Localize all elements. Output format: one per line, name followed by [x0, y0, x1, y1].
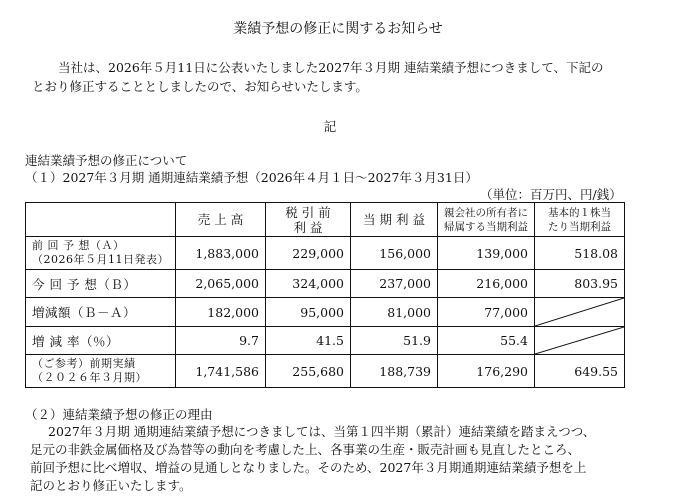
reason-line-1: 2027年３月期 通期連結業績予想につきましては、当第１四半期（累計）連結業績を踏まえつつ、: [48, 424, 596, 439]
header-eps-line2: たり当期利益: [548, 220, 611, 233]
row-label-previous-sub: （2026年５月11日発表）: [32, 253, 169, 266]
cell-rate-net: 51.9: [351, 327, 438, 355]
cell-curr-sales: 2,065,000: [176, 270, 266, 298]
cell-prev-net: 156,000: [351, 237, 438, 270]
cell-prev-pretax: 229,000: [266, 237, 351, 270]
header-sales: 売 上 高: [176, 203, 266, 237]
reason-line-3: 前回予想に比べ増収、増益の見通しとなりました。そのため、2027年３月期通期連結業績予想を上: [30, 460, 587, 475]
header-pretax-line2: 利 益: [293, 219, 323, 235]
row-label-difference: 増減額（Ｂ－Ａ）: [26, 298, 176, 327]
intro-line-1: 当社は、2026年５月11日に公表いたしました2027年３月期 連結業績予想につきまして、下記の: [58, 60, 604, 75]
header-eps-line1: 基本的１株当: [548, 206, 611, 219]
cell-ref-net: 188,739: [351, 355, 438, 388]
header-owners-line1: 親会社の所有者に: [444, 206, 528, 219]
forecast-table: [25, 202, 625, 388]
row-label-previous-main: 前 回 予 想（Ａ）: [32, 239, 125, 252]
table-row-reference: [26, 355, 625, 388]
row-label-reference: [26, 355, 176, 388]
cell-prev-eps: 518.08: [535, 237, 625, 270]
cell-diff-owners: 77,000: [438, 298, 535, 327]
table-header-row: [26, 203, 625, 237]
ki-heading: 記: [323, 119, 337, 134]
cell-curr-pretax: 324,000: [266, 270, 351, 298]
table-row-current: [26, 270, 625, 298]
header-empty: [26, 203, 176, 237]
row-label-current: 今 回 予 想（Ｂ）: [26, 270, 176, 298]
cell-prev-owners: 139,000: [438, 237, 535, 270]
cell-diff-net: 81,000: [351, 298, 438, 327]
row-label-reference-main: （ご参考）前期実績: [32, 357, 136, 370]
table-row-previous: [26, 237, 625, 270]
row-label-previous: [26, 237, 176, 270]
cell-diff-pretax: 95,000: [266, 298, 351, 327]
subsection-1-title: （１）2027年３月期 通期連結業績予想（2026年４月１日～2027年３月31日）: [25, 170, 478, 185]
cell-prev-sales: 1,883,000: [176, 237, 266, 270]
diagonal-slash-icon: [535, 298, 624, 326]
cell-rate-pretax: 41.5: [266, 327, 351, 355]
cell-curr-eps: 803.95: [535, 270, 625, 298]
cell-rate-owners: 55.4: [438, 327, 535, 355]
header-owners: [438, 203, 535, 237]
cell-ref-pretax: 255,680: [266, 355, 351, 388]
section-title: 連結業績予想の修正について: [25, 153, 188, 168]
cell-ref-eps: 649.55: [535, 355, 625, 388]
cell-ref-owners: 176,290: [438, 355, 535, 388]
cell-rate-sales: 9.7: [176, 327, 266, 355]
subsection-2-title: （２）連結業績予想の修正の理由: [25, 407, 213, 422]
cell-rate-eps-empty: [535, 327, 625, 355]
row-label-rate: 増 減 率（％）: [26, 327, 176, 355]
reason-line-2: 足元の非鉄金属価格及び為替等の動向を考慮した上、各事業の生産・販売計画も見直したところ、: [30, 442, 581, 457]
header-net: 当 期 利 益: [351, 203, 438, 237]
table-row-rate: [26, 327, 625, 355]
cell-diff-sales: 182,000: [176, 298, 266, 327]
reason-line-4: 記のとおり修正いたします。: [30, 478, 192, 493]
table-row-difference: [26, 298, 625, 327]
header-pretax: [266, 203, 351, 237]
cell-curr-net: 237,000: [351, 270, 438, 298]
page-title: 業績予想の修正に関するお知らせ: [233, 21, 443, 37]
header-owners-line2: 帰属する当期利益: [444, 220, 528, 233]
unit-note: （単位：百万円、円/銭）: [480, 187, 622, 202]
header-pretax-line1: 税 引 前: [285, 204, 331, 220]
header-eps: [535, 203, 625, 237]
diagonal-slash-icon: [535, 327, 624, 354]
row-label-reference-sub: （２０２６年３月期）: [32, 371, 147, 384]
cell-ref-sales: 1,741,586: [176, 355, 266, 388]
intro-line-2: とおり修正することとしましたので、お知らせいたします。: [32, 79, 368, 94]
cell-curr-owners: 216,000: [438, 270, 535, 298]
cell-diff-eps-empty: [535, 298, 625, 327]
